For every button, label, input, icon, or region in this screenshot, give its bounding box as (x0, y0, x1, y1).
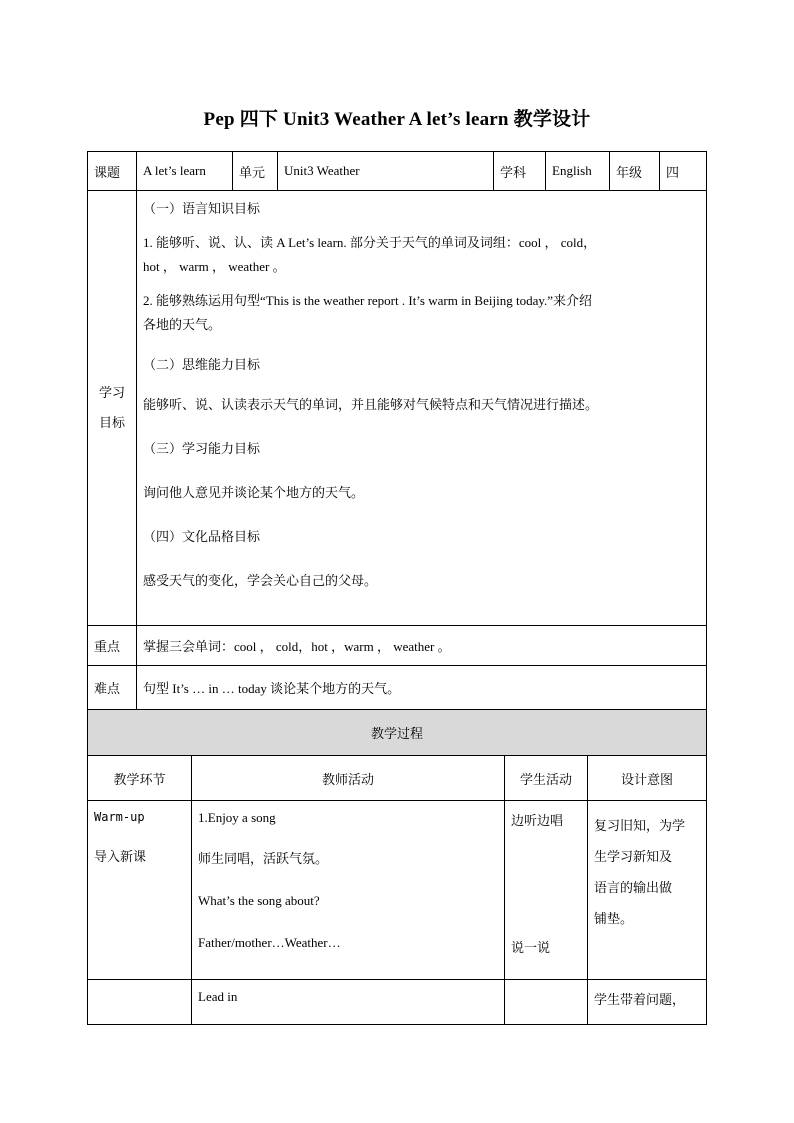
col-stage: 教学环节 (88, 756, 192, 801)
objective-section-title: （一）语言知识目标 (143, 201, 261, 216)
objective-section-title: （三）学习能力目标 (143, 441, 261, 456)
objective-text: hot ， warm ， weather 。 (143, 259, 286, 274)
difficulty-label: 难点 (88, 666, 137, 710)
objective-section-title: （二）思维能力目标 (143, 357, 261, 372)
objectives-row (88, 191, 707, 626)
info-row (88, 152, 707, 191)
col-intent: 设计意图 (588, 756, 707, 801)
objectives-label: 学习 目标 (88, 191, 137, 626)
process-header-row (88, 710, 707, 756)
key-point-row (88, 626, 707, 666)
key-point-label: 重点 (88, 626, 137, 666)
teacher-cell: 1.Enjoy a song 师生同唱，活跃气氛。 What’s the song about? Father/mother…Weather… (192, 801, 505, 980)
process-header: 教学过程 (88, 710, 707, 756)
objective-text: 1. 能够听、说、认、读 A Let’s learn. 部分关于天气的单词及词组：cool ， cold， (143, 235, 597, 250)
objective-text: 感受天气的变化，学会关心自己的父母。 (143, 573, 378, 588)
table-row (88, 980, 707, 1025)
student-cell: 边听边唱 说一说 (505, 801, 588, 980)
difficulty-row (88, 666, 707, 710)
unit-label: 单元 (233, 152, 278, 191)
stage-cell: Warm-up 导入新课 (88, 801, 192, 980)
process-columns-row (88, 756, 707, 801)
teacher-cell: Lead in (192, 980, 505, 1025)
topic-label: 课题 (88, 152, 137, 191)
stage-cell (88, 980, 192, 1025)
lesson-info-table (87, 151, 707, 710)
student-cell (505, 980, 588, 1025)
process-table (87, 709, 707, 1025)
topic-value: A let’s learn (137, 152, 233, 191)
objective-text: 询问他人意见并谈论某个地方的天气。 (143, 485, 365, 500)
unit-value: Unit3 Weather (278, 152, 494, 191)
subject-value: English (546, 152, 610, 191)
subject-label: 学科 (494, 152, 546, 191)
objective-text: 2. 能够熟练运用句型“This is the weather report . It’s warm in Beijing today.”来介绍 (143, 293, 593, 308)
objective-text: 能够听、说、认读表示天气的单词，并且能够对气候特点和天气情况进行描述。 (143, 397, 599, 412)
objectives-content (137, 191, 707, 626)
grade-value: 四 (660, 152, 707, 191)
table-row (88, 801, 707, 980)
grade-label: 年级 (610, 152, 660, 191)
intent-cell: 复习旧知，为学 生学习新知及 语言的输出做 铺垫。 (588, 801, 707, 980)
objective-text: 各地的天气。 (143, 317, 222, 332)
col-student: 学生活动 (505, 756, 588, 801)
col-teacher: 教师活动 (192, 756, 505, 801)
key-point-text: 掌握三会单词：cool ， cold，hot ，warm ， weather 。 (137, 626, 707, 666)
page-title: Pep 四下 Unit3 Weather A let’s learn 教学设计 (203, 109, 591, 130)
objective-section-title: （四）文化品格目标 (143, 529, 261, 544)
difficulty-text: 句型 It’s … in … today 谈论某个地方的天气。 (137, 666, 707, 710)
intent-cell: 学生带着问题， (588, 980, 707, 1025)
